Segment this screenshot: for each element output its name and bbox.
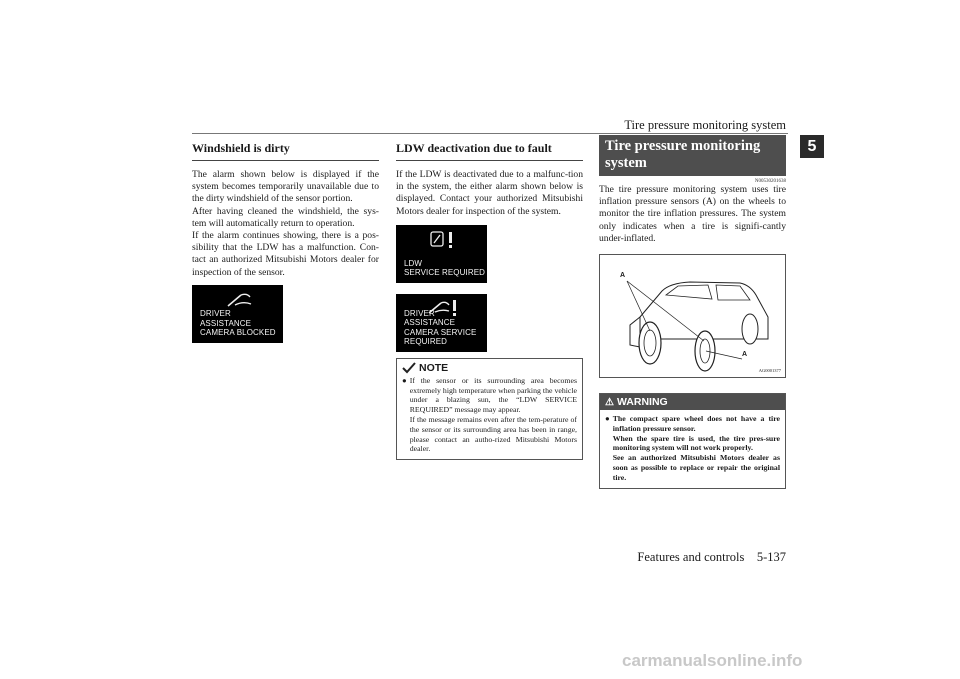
paragraph: The tire pressure monitoring system uses tire inflation pressure sensors (A) on the wheels to monitor the tire inflation pressures. The system only indicates when a tire is signifi-cantly under-inflated. [599, 184, 786, 244]
camera-wiper-icon [225, 291, 253, 309]
document-code: N00530201638 [754, 179, 786, 184]
warning-box [599, 393, 786, 489]
warning-bullet [605, 414, 780, 483]
display-line: DRIVER ASSISTANCE [404, 308, 456, 328]
column-windshield [192, 135, 379, 343]
section-heading-windshield: Windshield is dirty [192, 135, 379, 161]
note-label: NOTE [419, 361, 449, 374]
display-ldw-service [396, 225, 487, 283]
header-rule [192, 133, 788, 134]
warning-text: See an authorized Mitsubishi Motors dealer as soon as possible to replace or repair the original tire. [612, 453, 780, 482]
note-text: If the message remains even after the tem-perature of the sensor or its surrounding area has been in range, please contact an autho-rized Mitsubishi Motors dealer. [409, 415, 577, 454]
column-ldw-fault [396, 135, 583, 460]
display-line: CAMERA BLOCKED [200, 328, 276, 338]
warning-triangle-icon: ⚠ [605, 396, 614, 408]
display-line: LDW [404, 258, 423, 268]
label-a: A [742, 351, 748, 359]
warning-label: WARNING [616, 396, 668, 409]
bullet-dot-icon: ● [605, 414, 610, 424]
display-line: DRIVER ASSISTANCE [200, 309, 252, 328]
paragraph: The alarm shown below is displayed if the system becomes temporarily unavailable due to the dirty windshield of the sensor portion. [192, 169, 379, 205]
section-heading-tpms: Tire pressure monitoring system [599, 135, 786, 176]
figure-code: AG0001377 [758, 368, 781, 374]
car-tire-illustration [600, 255, 787, 377]
column-tpms [599, 135, 786, 489]
display-line: CAMERA SERVICE [404, 327, 477, 337]
display-camera-service [396, 294, 487, 352]
pencil-check-icon [402, 362, 416, 374]
chapter-tab: 5 [800, 135, 824, 158]
warning-text: The compact spare wheel does not have a tire inflation pressure sensor. [612, 414, 780, 433]
label-a: A [620, 272, 626, 280]
bullet-dot-icon: ● [402, 375, 407, 385]
watermark: carmanualsonline.info [622, 651, 803, 670]
page-footer: Features and controls 5-137 [637, 550, 786, 564]
paragraph: If the alarm continues showing, there is a pos-sibility that the LDW has a malfunction. Con-tact an authorized Mitsubishi Motors dealer for inspection of the sensor. [192, 230, 379, 278]
ldw-warning-icon [428, 229, 458, 251]
note-text: If the sensor or its surrounding area becomes extremely high temperature when parking the vehicle under a blazing sun, the “LDW SERVICE REQUIRED” message may appear. [409, 375, 577, 415]
paragraph: After having cleaned the windshield, the sys-tem will automatically return to operation. [192, 205, 379, 229]
display-camera-blocked [192, 285, 283, 343]
display-line: REQUIRED [404, 337, 448, 347]
warning-text: When the spare tire is used, the tire pres-sure monitoring system will not work properly. [612, 433, 780, 453]
tire-sensor-figure [599, 254, 786, 378]
note-box [396, 358, 583, 460]
display-line: SERVICE REQUIRED [404, 268, 486, 278]
section-heading-ldw: LDW deactivation due to fault [396, 135, 583, 161]
note-bullet [402, 376, 577, 454]
paragraph: If the LDW is deactivated due to a malfunc-tion in the system, the either alarm shown below is displayed. Contact your authorized Mitsubishi Motors dealer for inspection of the system. [396, 169, 583, 217]
running-header: Tire pressure monitoring system [624, 118, 786, 132]
